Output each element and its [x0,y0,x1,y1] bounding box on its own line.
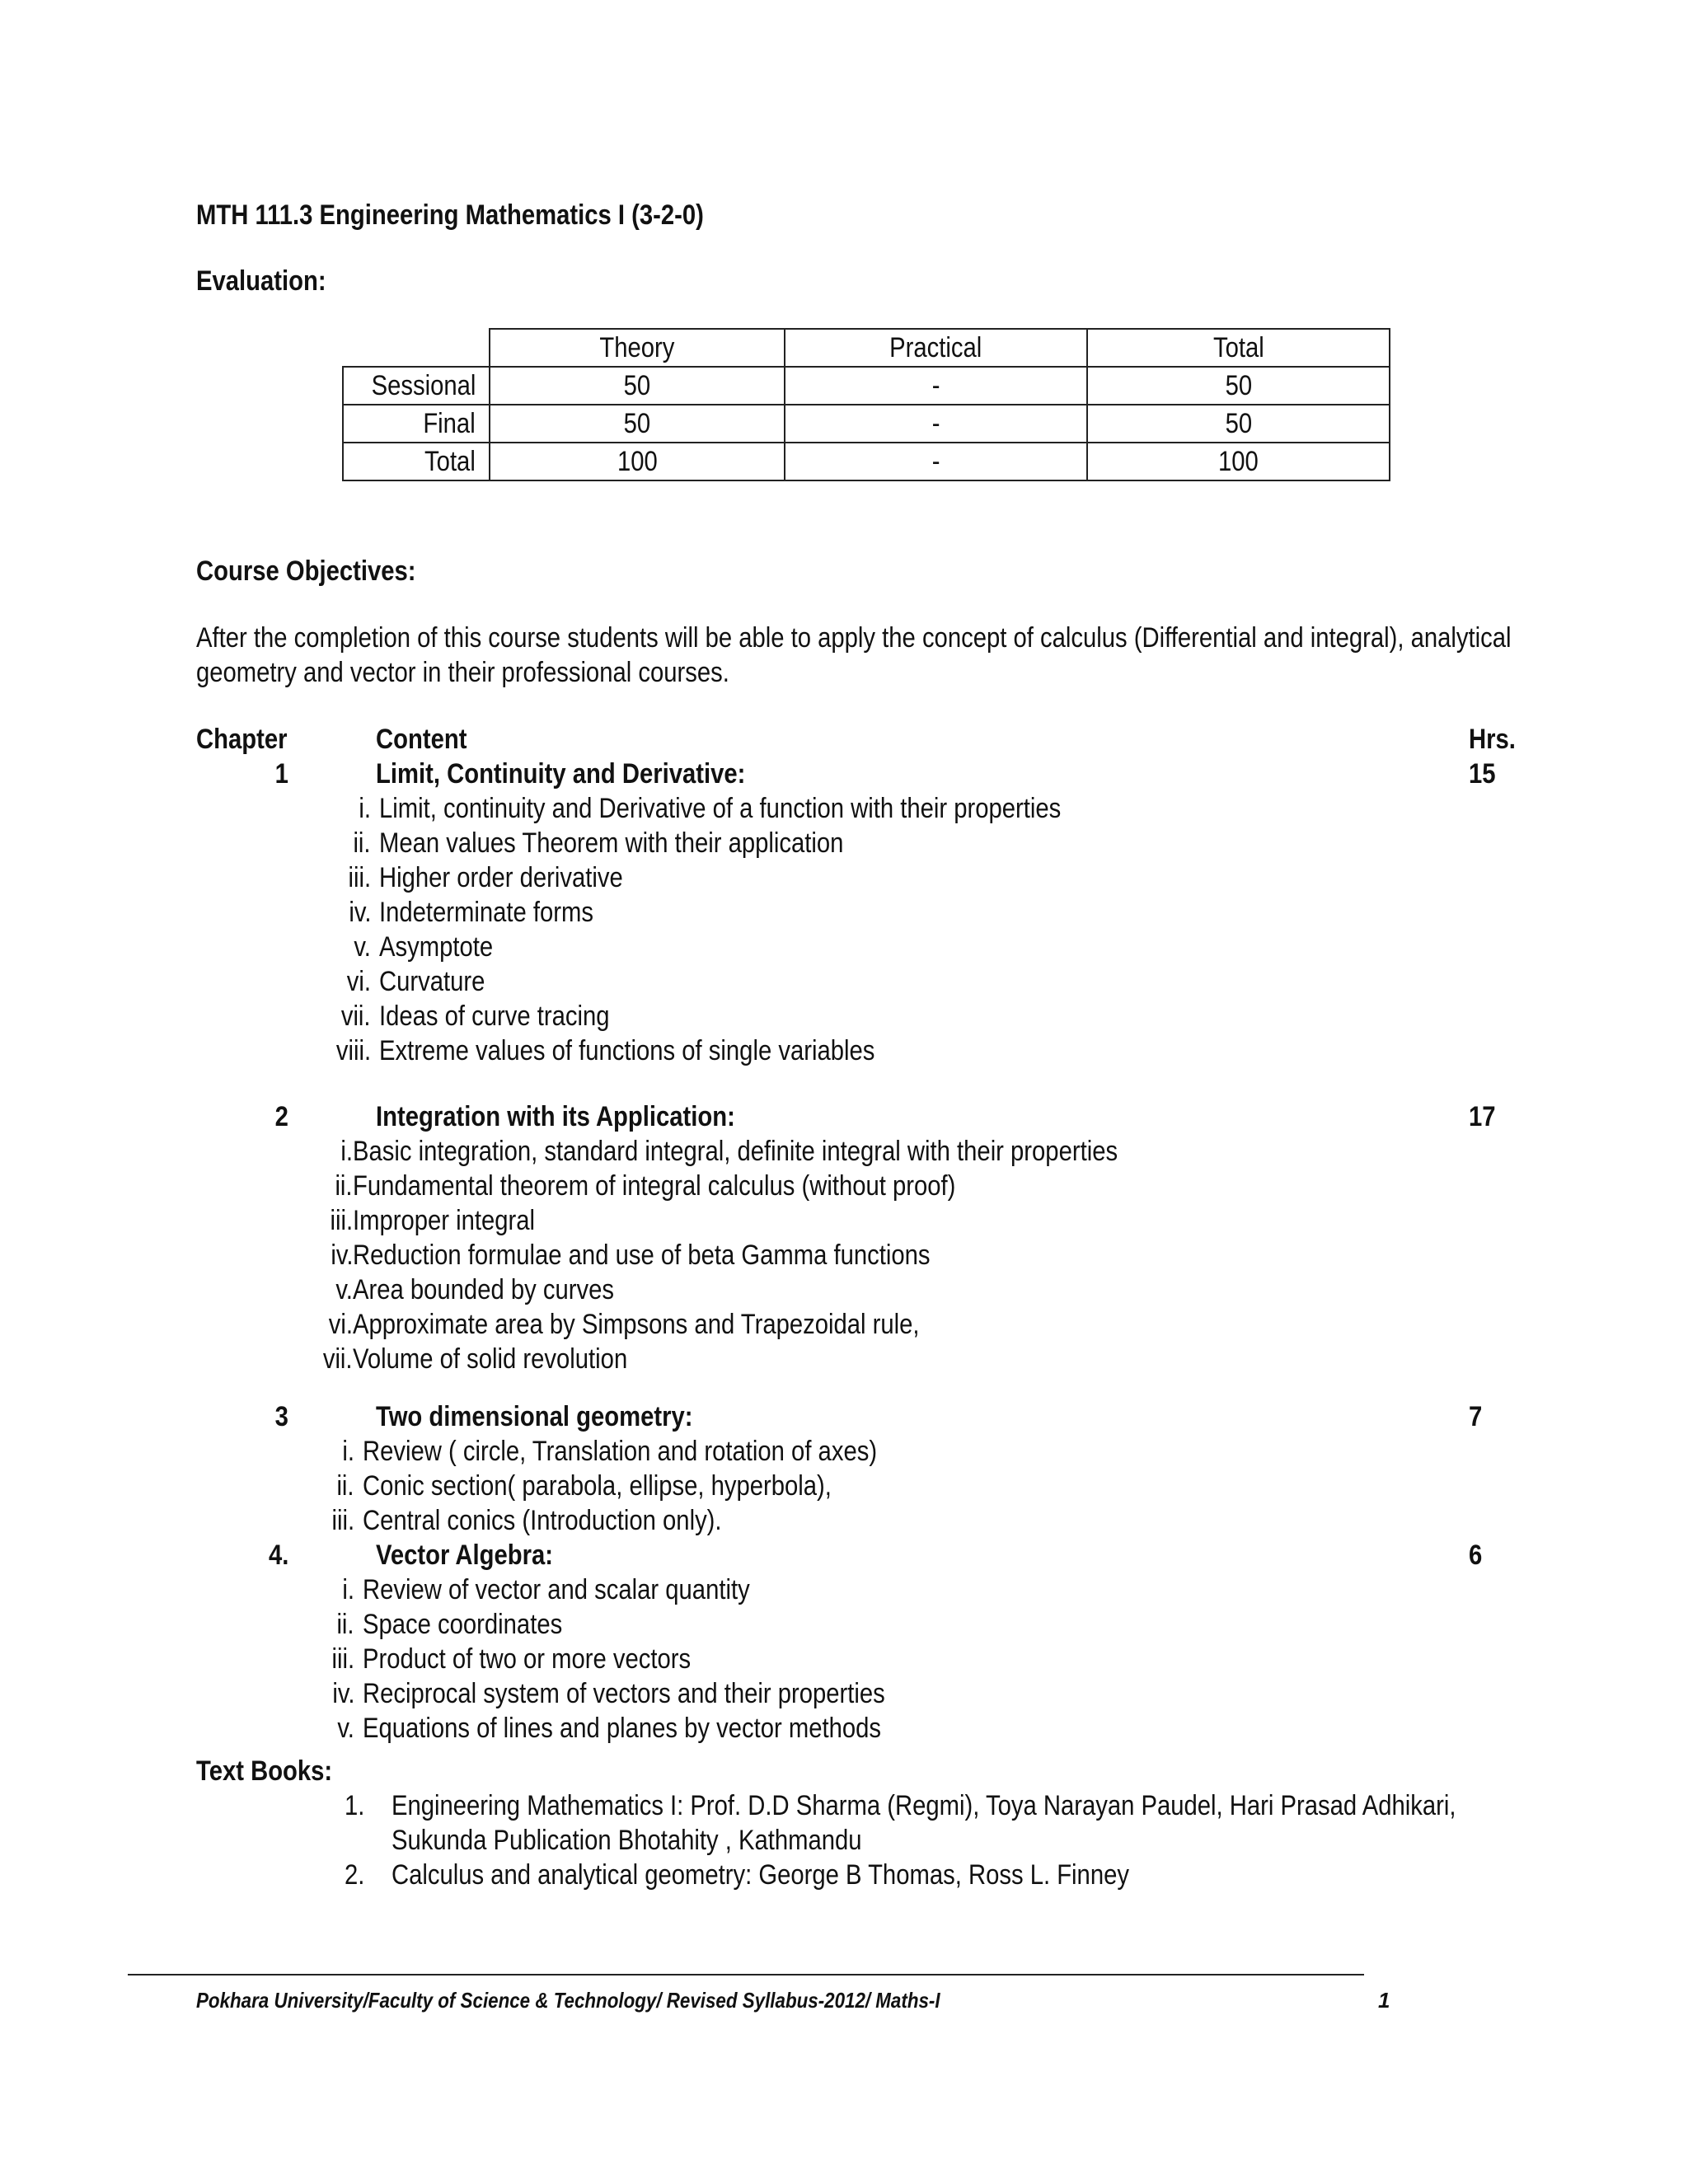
chapter-hours: 17 [1469,1101,1496,1132]
cell-theory: 100 [490,443,785,480]
table-header-row [343,329,1390,367]
chapter-hours: 15 [1469,758,1496,790]
row-label: Final [343,405,490,443]
page-number: 1 [1378,1988,1390,2013]
chapter-number: 1 [274,758,288,790]
row-label: Sessional [343,367,490,405]
table-row [343,443,1390,480]
chapter-title: Two dimensional geometry: [376,1401,693,1432]
chapter-title: Vector Algebra: [376,1540,554,1571]
chapter-hours: 7 [1469,1401,1483,1432]
evaluation-heading: Evaluation: [196,265,326,297]
column-header-total: Total [1087,329,1390,367]
footer-divider [128,1974,1364,1975]
cell-practical: - [785,443,1087,480]
content-column-header: Content [376,724,467,755]
cell-practical: - [785,405,1087,443]
column-header-theory: Theory [490,329,785,367]
column-header-practical: Practical [785,329,1087,367]
chapter-number: 4. [268,1540,288,1571]
cell-practical: - [785,367,1087,405]
evaluation-table [342,328,1390,481]
chapter-title: Integration with its Application: [376,1101,735,1132]
chapter-hours: 6 [1469,1540,1483,1571]
text-books-heading: Text Books: [196,1755,333,1787]
course-title: MTH 111.3 Engineering Mathematics I (3-2-0) [196,199,704,231]
chapter-title: Limit, Continuity and Derivative: [376,758,746,790]
chapter-column-header: Chapter [196,724,288,755]
chapter-number: 3 [274,1401,288,1432]
hours-column-header: Hrs. [1469,724,1516,755]
cell-total: 100 [1087,443,1390,480]
footer-text: Pokhara University/Faculty of Science & Technology/ Revised Syllabus-2012/ Maths-I [196,1988,940,2013]
cell-total: 50 [1087,405,1390,443]
objectives-line-2: geometry and vector in their professional courses. [196,657,729,688]
cell-theory: 50 [490,367,785,405]
objectives-line-1: After the completion of this course students will be able to apply the concept of calculus (Differential and integral), analytical [196,622,1512,654]
table-row [343,405,1390,443]
table-row [343,367,1390,405]
objectives-heading: Course Objectives: [196,555,416,587]
cell-theory: 50 [490,405,785,443]
row-label: Total [343,443,490,480]
cell-total: 50 [1087,367,1390,405]
chapter-number: 2 [274,1101,288,1132]
